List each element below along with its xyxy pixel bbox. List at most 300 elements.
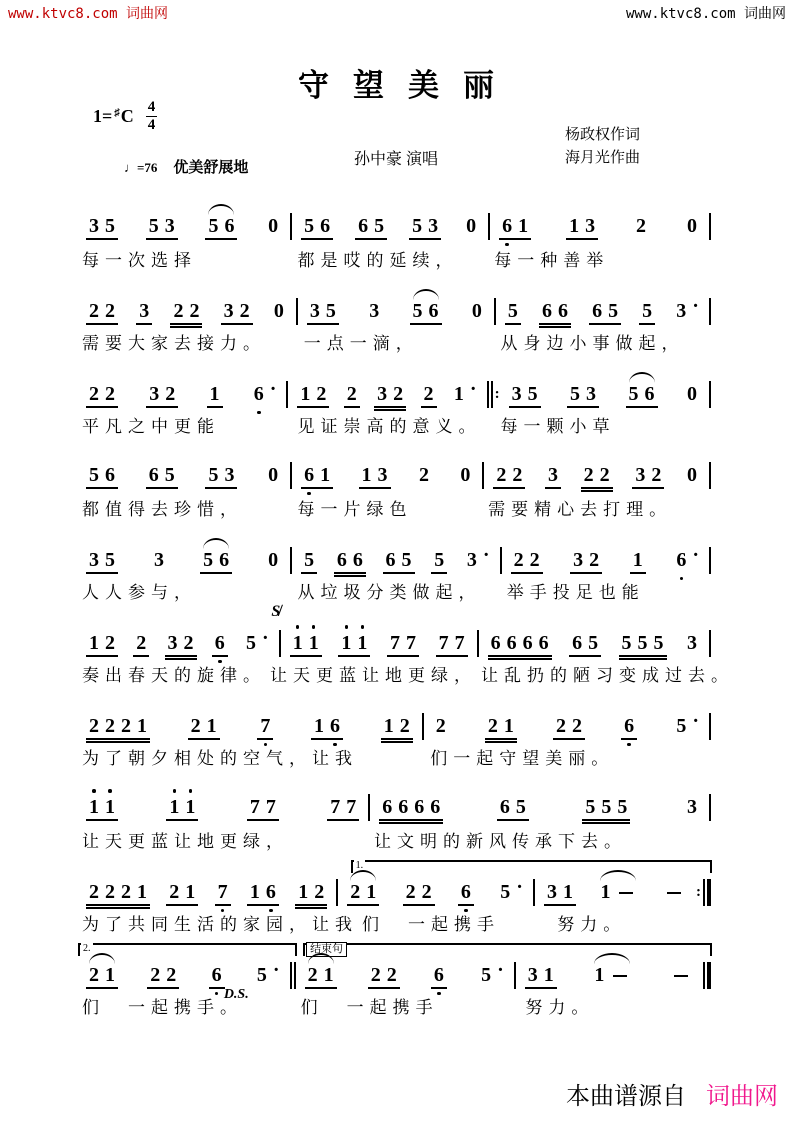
- lyric-segment: 让乱扔的陋习变成过去。: [481, 666, 734, 685]
- barline-stroke: [707, 879, 711, 906]
- barline-stroke: [286, 381, 288, 408]
- notes-row: [78, 296, 712, 325]
- note: 1: [366, 881, 377, 903]
- measure: [78, 550, 289, 574]
- barline-stroke: [703, 962, 705, 989]
- barline-stroke: [709, 298, 711, 325]
- note: 6: [320, 215, 331, 237]
- note: 7: [257, 716, 273, 736]
- augmentation-dot: ·: [469, 378, 477, 400]
- music-line: [78, 199, 712, 282]
- note: 6: [592, 300, 603, 322]
- barline-stroke: [482, 462, 484, 489]
- note-group: [295, 882, 327, 906]
- footer-site-link[interactable]: 词曲网: [706, 1084, 778, 1110]
- octave-dot-high: [361, 625, 365, 629]
- measure: [371, 797, 708, 821]
- note: 2: [136, 632, 147, 654]
- ds-marking: D.S.: [223, 987, 249, 1002]
- note: 5: [401, 549, 412, 571]
- measure: [293, 465, 481, 489]
- lyrics-row: [78, 412, 712, 437]
- note: 0: [268, 215, 279, 237]
- note: 2: [572, 715, 583, 737]
- note: 1: [543, 964, 554, 986]
- measure: [501, 384, 708, 408]
- note: 2: [316, 383, 327, 405]
- note: 3: [377, 464, 388, 486]
- note-group: [136, 301, 152, 325]
- note: 1: [518, 215, 529, 237]
- measure: [425, 711, 708, 740]
- note-group: [146, 465, 178, 489]
- barline: [708, 713, 712, 740]
- note: 1: [383, 715, 394, 737]
- note: 6: [499, 216, 515, 236]
- note: 3: [511, 383, 522, 405]
- lyrics-row: [78, 246, 712, 271]
- barline-stroke: [336, 879, 338, 906]
- note: 1: [338, 633, 354, 653]
- note: 3: [548, 464, 559, 486]
- note: 6: [382, 796, 393, 818]
- note: 0: [686, 383, 697, 405]
- note-group: [327, 797, 359, 821]
- note-group: [334, 550, 366, 574]
- measure: [536, 882, 695, 906]
- note: 5: [527, 383, 538, 405]
- note: 6: [263, 882, 279, 902]
- barline: [708, 630, 712, 657]
- barline: [289, 962, 297, 989]
- note: 6: [428, 300, 439, 322]
- note: 1: [361, 464, 372, 486]
- volta-bracket: [78, 943, 297, 956]
- note-group: [509, 384, 541, 408]
- note-group: [166, 882, 198, 906]
- note: 6: [499, 796, 510, 818]
- volta-label: 1.: [355, 860, 364, 871]
- note-group: [431, 965, 447, 989]
- barline-stroke: [709, 462, 711, 489]
- augmentation-dot: ·: [272, 959, 280, 981]
- note-group: [247, 882, 279, 906]
- note: 1: [137, 881, 147, 903]
- note: 2: [105, 632, 115, 654]
- note: 6: [644, 383, 655, 405]
- lyric-segment: 每一片绿色: [297, 500, 413, 519]
- note: 2: [589, 549, 600, 571]
- augmentation-dot: ·: [692, 710, 699, 732]
- note-group: [166, 797, 198, 821]
- note: 7: [454, 632, 465, 654]
- note: 5: [628, 383, 639, 405]
- note-group: [499, 216, 531, 240]
- note: 2: [421, 881, 432, 903]
- note-group: [374, 384, 406, 408]
- note: 2: [399, 715, 410, 737]
- note: 6: [522, 632, 533, 654]
- note-group: [147, 965, 179, 989]
- barline-stroke: [488, 213, 490, 240]
- note: 6: [673, 550, 689, 570]
- note: 5: [208, 464, 219, 486]
- expression-text: 优美舒展地: [173, 160, 249, 176]
- note: 6: [431, 965, 447, 985]
- note: 6: [224, 215, 235, 237]
- note-group: [86, 465, 118, 489]
- note: 1: [300, 383, 311, 405]
- note: 5: [608, 300, 619, 322]
- note: 3: [686, 632, 697, 654]
- note: 1: [600, 881, 611, 903]
- note-group: [684, 797, 700, 821]
- note: 3: [224, 464, 235, 486]
- note-group: [673, 296, 700, 325]
- note: 1: [323, 964, 334, 986]
- barline-stroke: [500, 547, 502, 574]
- lyric-segment: 需要精心去打理。: [488, 500, 673, 519]
- lyric-segment: 让文明的新风传承下去。: [373, 832, 627, 851]
- music-line: [78, 943, 712, 1029]
- note-group: [464, 545, 491, 574]
- note: 5: [621, 632, 632, 654]
- note: 2: [386, 964, 397, 986]
- note: 2: [435, 715, 446, 737]
- note: 1: [320, 464, 331, 486]
- lyrics-row: [78, 993, 712, 1018]
- music-line: [78, 365, 712, 448]
- note: 2: [150, 964, 161, 986]
- note: 7: [438, 632, 449, 654]
- note: 5: [653, 632, 664, 654]
- note: 1: [102, 797, 118, 817]
- note: 5: [588, 632, 599, 654]
- barline-stroke: [290, 213, 292, 240]
- note-group: [591, 965, 633, 989]
- note: 2: [583, 464, 594, 486]
- note-group: [684, 633, 700, 657]
- note: 5: [164, 464, 175, 486]
- note-group: [630, 550, 646, 574]
- lyric-segment: 从垃圾分类做起，: [297, 583, 482, 602]
- barline-stroke: [703, 879, 705, 906]
- note: 5: [642, 300, 653, 322]
- note: 2: [169, 881, 180, 903]
- barline: [708, 298, 712, 325]
- note: 1: [105, 964, 115, 986]
- note-group: [379, 797, 443, 821]
- note-group: [416, 465, 432, 489]
- song-title: 守望美丽: [298, 68, 518, 103]
- note-group: [410, 301, 442, 325]
- barline: [708, 213, 712, 240]
- measure: [293, 216, 487, 240]
- note: 2: [89, 964, 99, 986]
- note: 5: [105, 549, 115, 571]
- note: 3: [527, 964, 538, 986]
- note-group: [243, 628, 270, 657]
- lyric-segment: 都值得去珍惜，: [82, 500, 243, 519]
- note: 6: [385, 549, 396, 571]
- note-group: [621, 716, 637, 740]
- barline: [708, 462, 712, 489]
- note: 6: [358, 215, 369, 237]
- note: 0: [466, 215, 477, 237]
- note: 6: [327, 716, 343, 736]
- lyric-segment: 需要大家去接力。: [82, 334, 266, 353]
- note-group: [305, 965, 337, 989]
- lyric-segment: 平凡之中更能: [82, 417, 220, 436]
- note: 2: [105, 300, 115, 322]
- augmentation-dot: ·: [692, 295, 699, 317]
- note-group: [544, 882, 576, 906]
- notes-row: [78, 711, 712, 740]
- note-group: [553, 716, 585, 740]
- note: 2: [599, 464, 610, 486]
- note: 5: [412, 215, 423, 237]
- octave-dot-high: [173, 789, 177, 793]
- note: 1: [206, 715, 217, 737]
- note-group: [86, 216, 118, 240]
- note: 6: [557, 300, 568, 322]
- measure: [78, 882, 335, 906]
- time-signature-numerator: 4: [147, 99, 156, 115]
- note: 1: [594, 964, 605, 986]
- note: 6: [458, 882, 474, 902]
- note-group: [485, 716, 517, 740]
- note: 2: [89, 383, 99, 405]
- note-group: [431, 550, 447, 574]
- note: 2: [556, 715, 567, 737]
- note-group: [188, 716, 220, 740]
- note: 1: [290, 633, 306, 653]
- measure: [78, 301, 295, 325]
- note: 1: [166, 797, 182, 817]
- note: 5: [256, 964, 267, 986]
- note: 5: [325, 300, 336, 322]
- notes-row: [78, 462, 712, 489]
- lyrics-row: [78, 661, 734, 686]
- note: 2: [183, 632, 194, 654]
- note-group: [212, 633, 228, 657]
- note-group: [344, 384, 360, 408]
- lyric-segment: 让天更蓝让地更绿，: [270, 666, 477, 685]
- note-group: [86, 965, 118, 989]
- note-group: [146, 216, 178, 240]
- augmentation-dot: ·: [516, 876, 523, 898]
- repeat-dots: :: [696, 884, 702, 900]
- note: 5: [434, 549, 445, 571]
- note: 3: [546, 881, 557, 903]
- barline-stroke: [290, 962, 292, 989]
- key-prefix: 1=: [93, 105, 113, 126]
- barline-stroke: [290, 547, 292, 574]
- augmentation-dot: ·: [497, 959, 504, 981]
- note: 2: [239, 300, 250, 322]
- note: 1: [86, 797, 102, 817]
- measure: [78, 216, 289, 240]
- note: 2: [496, 464, 507, 486]
- note-group: [265, 465, 281, 489]
- note: 5: [481, 964, 492, 986]
- segno-icon: S̸: [271, 603, 281, 620]
- performer-credit: 孙中豪 演唱: [353, 151, 438, 168]
- duration-dash: [619, 892, 633, 895]
- note: 3: [89, 215, 99, 237]
- lyric-segment: 为了共同生活的家园，让我: [82, 915, 358, 934]
- note-group: [368, 965, 400, 989]
- barline-stroke: [296, 298, 298, 325]
- footer-source-text: 本曲谱源自: [566, 1084, 686, 1110]
- measure: [282, 633, 476, 657]
- note: 2: [423, 383, 434, 405]
- music-line: [78, 697, 712, 780]
- credits-block: [565, 124, 640, 169]
- lyrics-row: [78, 329, 712, 354]
- note-group: [619, 633, 667, 657]
- note: 3: [164, 215, 175, 237]
- lyric-segment: 们 一起携手。: [82, 998, 243, 1017]
- note-group: [673, 545, 700, 574]
- lyric-segment: 人人参与，: [82, 583, 197, 602]
- barline: [695, 879, 712, 906]
- barline-stroke: [477, 630, 479, 657]
- lyric-segment: 们一起守望美丽。: [430, 749, 615, 768]
- note: 7: [330, 796, 341, 818]
- note-group: [570, 550, 602, 574]
- notes-row: [78, 794, 712, 821]
- lyric-segment: 每一种善举: [494, 251, 610, 270]
- note: 5: [374, 215, 385, 237]
- lyrics-row: [78, 578, 712, 603]
- barline-stroke: [487, 381, 489, 408]
- notes-row: [78, 877, 712, 906]
- lyric-segment: 每一颗小草: [500, 417, 616, 436]
- note-group: [633, 216, 649, 240]
- note: 3: [676, 300, 687, 322]
- sharp-accidental: ♯: [114, 107, 120, 119]
- time-signature-denominator: 4: [147, 116, 156, 133]
- lyricist-credit: 杨政权作词: [565, 127, 641, 143]
- note: 6: [414, 796, 425, 818]
- footer-source: [566, 1076, 778, 1111]
- lyrics-row: [78, 827, 712, 852]
- note-group: [301, 216, 333, 240]
- octave-dot-high: [92, 789, 96, 793]
- note: 3: [89, 549, 99, 571]
- measure: [78, 465, 289, 489]
- note: 5: [412, 300, 423, 322]
- note-group: [626, 384, 658, 408]
- note: 1: [632, 549, 643, 571]
- music-line: [78, 780, 712, 863]
- measure: [293, 545, 498, 574]
- note-group: [355, 216, 387, 240]
- note: 6: [430, 796, 441, 818]
- note-group: [421, 384, 437, 408]
- barline-stroke: [707, 962, 711, 989]
- note-group: [632, 465, 664, 489]
- barline-stroke: [494, 298, 496, 325]
- note: 2: [636, 215, 647, 237]
- note: 0: [471, 300, 482, 322]
- note: 5: [617, 796, 628, 818]
- note: 1: [314, 715, 325, 737]
- note: 6: [538, 632, 549, 654]
- measure: [503, 545, 708, 574]
- note-group: [347, 882, 379, 906]
- notes-row: [78, 379, 712, 408]
- note-group: [569, 633, 601, 657]
- note: 1: [562, 881, 573, 903]
- note-group: [338, 633, 370, 657]
- measure: [78, 716, 421, 740]
- measure: [297, 960, 513, 989]
- barline-stroke: [709, 794, 711, 821]
- note: 2: [89, 881, 99, 903]
- lyrics-row: [78, 744, 712, 769]
- notes-row: [78, 628, 712, 657]
- note-group: [469, 301, 485, 325]
- note: 5: [304, 215, 315, 237]
- note: 6: [336, 549, 347, 571]
- note: 2: [651, 464, 662, 486]
- duration-dash: [667, 892, 681, 895]
- note-group: [458, 882, 474, 906]
- note: 1: [137, 715, 147, 737]
- note-group: [505, 301, 521, 325]
- barline-stroke: [279, 630, 281, 657]
- note: 7: [405, 632, 416, 654]
- measure: [339, 877, 532, 906]
- barline-stroke: [709, 547, 711, 574]
- watermark-top-right: www.ktvc8.com 词曲网: [625, 6, 786, 22]
- note-group: [86, 550, 118, 574]
- measure: [517, 965, 702, 989]
- note-group: [589, 301, 621, 325]
- note-group: [170, 301, 202, 325]
- lyric-segment: 努力。: [557, 915, 627, 934]
- note: 5: [515, 796, 526, 818]
- augmentation-dot: ·: [482, 544, 490, 566]
- note: 2: [121, 881, 131, 903]
- barline-stroke: [368, 794, 370, 821]
- note-group: [151, 550, 167, 574]
- measure: [497, 296, 708, 325]
- note: 3: [369, 300, 380, 322]
- barline-stroke: [709, 213, 711, 240]
- note: 2: [314, 881, 325, 903]
- note: 0: [687, 215, 697, 237]
- note-group: [673, 711, 700, 740]
- note-group: [545, 465, 561, 489]
- measure: [299, 301, 493, 325]
- note: 6: [209, 965, 225, 985]
- music-line: [78, 531, 712, 614]
- measure: [491, 216, 708, 240]
- note: 1: [89, 632, 99, 654]
- note: 1: [569, 215, 580, 237]
- note: 2: [105, 383, 115, 405]
- note: 5: [601, 796, 612, 818]
- barline: [708, 381, 712, 408]
- note-group: [247, 797, 279, 821]
- note: 5: [246, 632, 256, 654]
- note: 0: [268, 464, 279, 486]
- volta-label: 结束句: [306, 942, 347, 957]
- note-group: [221, 301, 253, 325]
